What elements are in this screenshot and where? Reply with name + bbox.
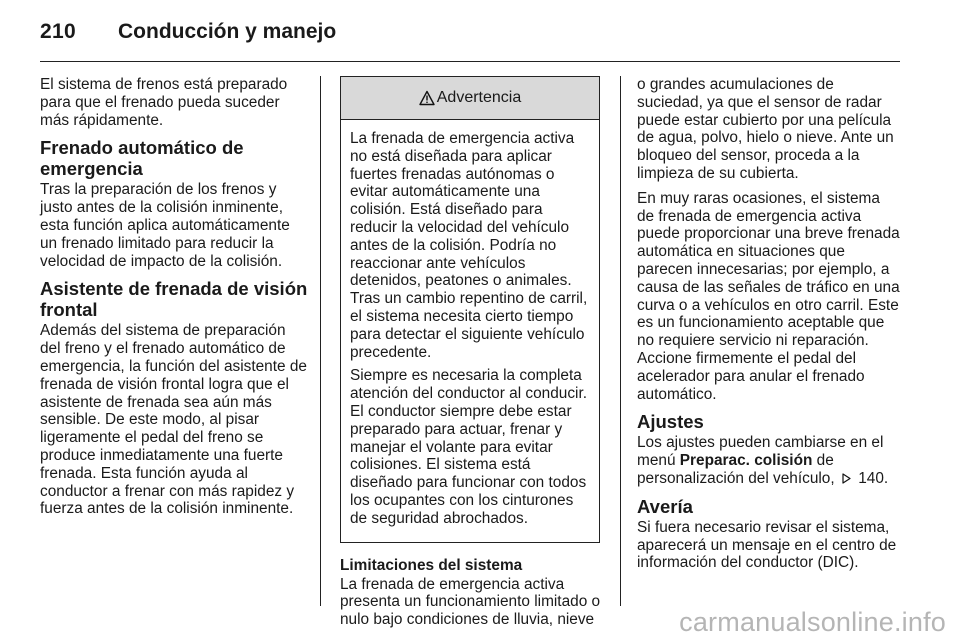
page-header — [40, 14, 900, 54]
watermark: carmanualsonline.info — [679, 607, 946, 637]
fault-paragraph: Si fuera necesario revisar el sistema, aparecerá un mensaje en el centro de información del conductor (DIC). — [637, 518, 897, 572]
intro-paragraph: El sistema de frenos está preparado para que el frenado pueda suceder más rápidamente. — [40, 76, 288, 129]
column-right — [637, 76, 901, 579]
header-divider — [40, 61, 900, 62]
limitations-paragraph: La frenada de emergencia activa presenta un funcionamiento limitado o nulo bajo condiciones de lluvia, nieve — [340, 575, 601, 629]
column-middle — [340, 76, 601, 636]
warning-box — [340, 76, 600, 543]
heading-auto-emergency-braking: Frenado automático de emergencia — [40, 137, 244, 180]
column-divider — [620, 76, 621, 606]
warning-paragraph-1: La frenada de emergencia activa no está diseñada para aplicar fuertes frenadas autónomas o evitar automáticamente una colisión. Está diseñado para reducir la velocidad del vehículo antes de la colisión. Podría no reaccionar ante vehículos detenidos, peatones o animales. Tras un cambio repentino de carril, el sistema necesita cierto tiempo para detectar el siguiente vehículo precedente. — [350, 130, 588, 361]
heading-fault: Avería — [637, 495, 693, 517]
column-divider — [320, 76, 321, 606]
warning-body — [341, 120, 599, 542]
warning-triangle-icon — [419, 90, 435, 106]
section-title: Conducción y manejo — [118, 20, 337, 43]
page-reference-arrow-icon — [841, 471, 852, 482]
heading-forward-brake-assist: Asistente de frenada de visión frontal — [40, 278, 308, 321]
warning-header — [341, 77, 599, 120]
heading-system-limitations: Limitaciones del sistema — [340, 556, 523, 574]
heading-settings: Ajustes — [637, 411, 704, 433]
menu-item-name: Preparac. colisión — [679, 452, 813, 470]
column-left — [40, 76, 310, 525]
auto-braking-paragraph: Tras la preparación de los frenos y justo antes de la colisión inminente, esta función aplica automáticamente un frenado limitado para reducir la velocidad de impacto de la colisión. — [40, 181, 290, 270]
page-number: 210 — [40, 20, 76, 43]
page-reference[interactable]: 140. — [858, 469, 889, 487]
settings-paragraph: Los ajustes pueden cambiarse en el menú Preparac. colisión de personalización del vehículo, 140. — [637, 434, 889, 487]
warning-title: Advertencia — [436, 89, 522, 107]
rare-braking-paragraph: En muy raras ocasiones, el sistema de frenada de emergencia activa puede proporcionar una breve frenada automática en situaciones que parecen innecesarias; por ejemplo, a causa de las señales de tráfico en una curva o a vehículos en otro carril. Este es un funcionamiento aceptable que no requiere servicio ni reparación. Accione firmemente el pedal del acelerador para anular el frenado automático. — [637, 189, 900, 403]
continued-paragraph: o grandes acumulaciones de suciedad, ya que el sensor de radar puede estar cubierto por una película de agua, polvo, hielo o nieve. Ante un bloqueo del sensor, proceda a la limpieza de su cubierta. — [637, 76, 894, 182]
brake-assist-paragraph: Además del sistema de preparación del freno y el frenado automático de emergencia, la función del asistente de frenada de visión frontal logra que el asistente de frenada sea aún más sensible. De este modo, al pisar ligeramente el pedal del freno se produce inmediatamente una fuerte frenada. Esta función ayuda al conductor a frenar con más rapidez y fuerza antes de la colisión inminente. — [40, 322, 307, 518]
warning-paragraph-2: Siempre es necesaria la completa atención del conductor al conducir. El conductor siempre debe estar preparado para actuar, frenar y manejar el volante para evitar colisiones. El sistema está diseñado para funcionar con todos los ocupantes con los cinturones de seguridad abrochados. — [350, 367, 587, 527]
